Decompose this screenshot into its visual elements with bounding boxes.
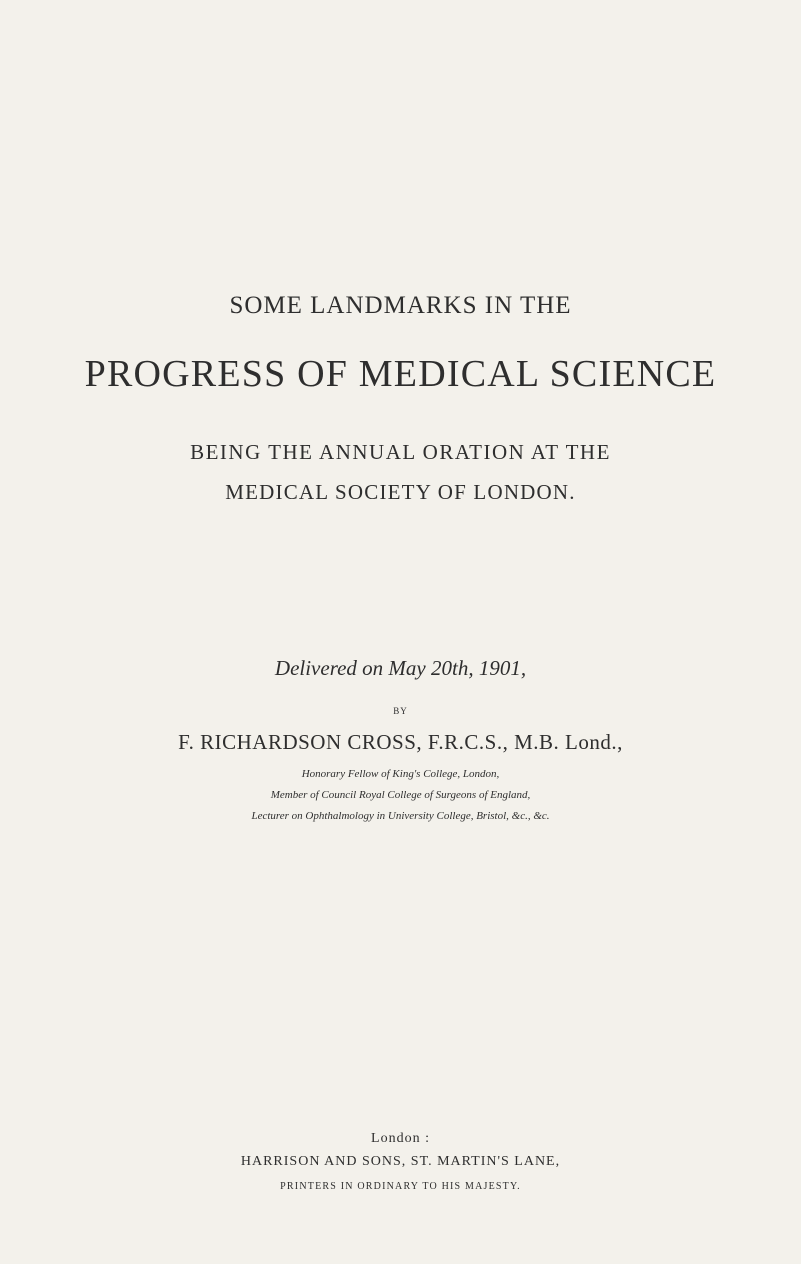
- by-label: BY: [393, 706, 408, 716]
- credential-line: Honorary Fellow of King's College, London,: [301, 768, 500, 780]
- credential-line: Lecturer on Ophthalmology in University College, Bristol, &c., &c.: [251, 810, 550, 822]
- publication-place: London :: [371, 1131, 430, 1146]
- subtitle-line-1: BEING THE ANNUAL ORATION AT THE: [190, 440, 611, 464]
- main-title: PROGRESS OF MEDICAL SCIENCE: [84, 353, 717, 395]
- author-name: F. RICHARDSON CROSS, F.R.C.S., M.B. Lond.,: [178, 730, 623, 754]
- heading-line-1: SOME LANDMARKS IN THE: [229, 292, 572, 319]
- printer-note: PRINTERS IN ORDINARY TO HIS MAJESTY.: [280, 1181, 521, 1192]
- delivery-date: Delivered on May 20th, 1901,: [274, 656, 527, 680]
- subtitle-line-2: MEDICAL SOCIETY OF LONDON.: [225, 480, 576, 504]
- publisher: HARRISON AND SONS, ST. MARTIN'S LANE,: [240, 1154, 561, 1169]
- credential-line: Member of Council Royal College of Surgeons of England,: [270, 789, 531, 801]
